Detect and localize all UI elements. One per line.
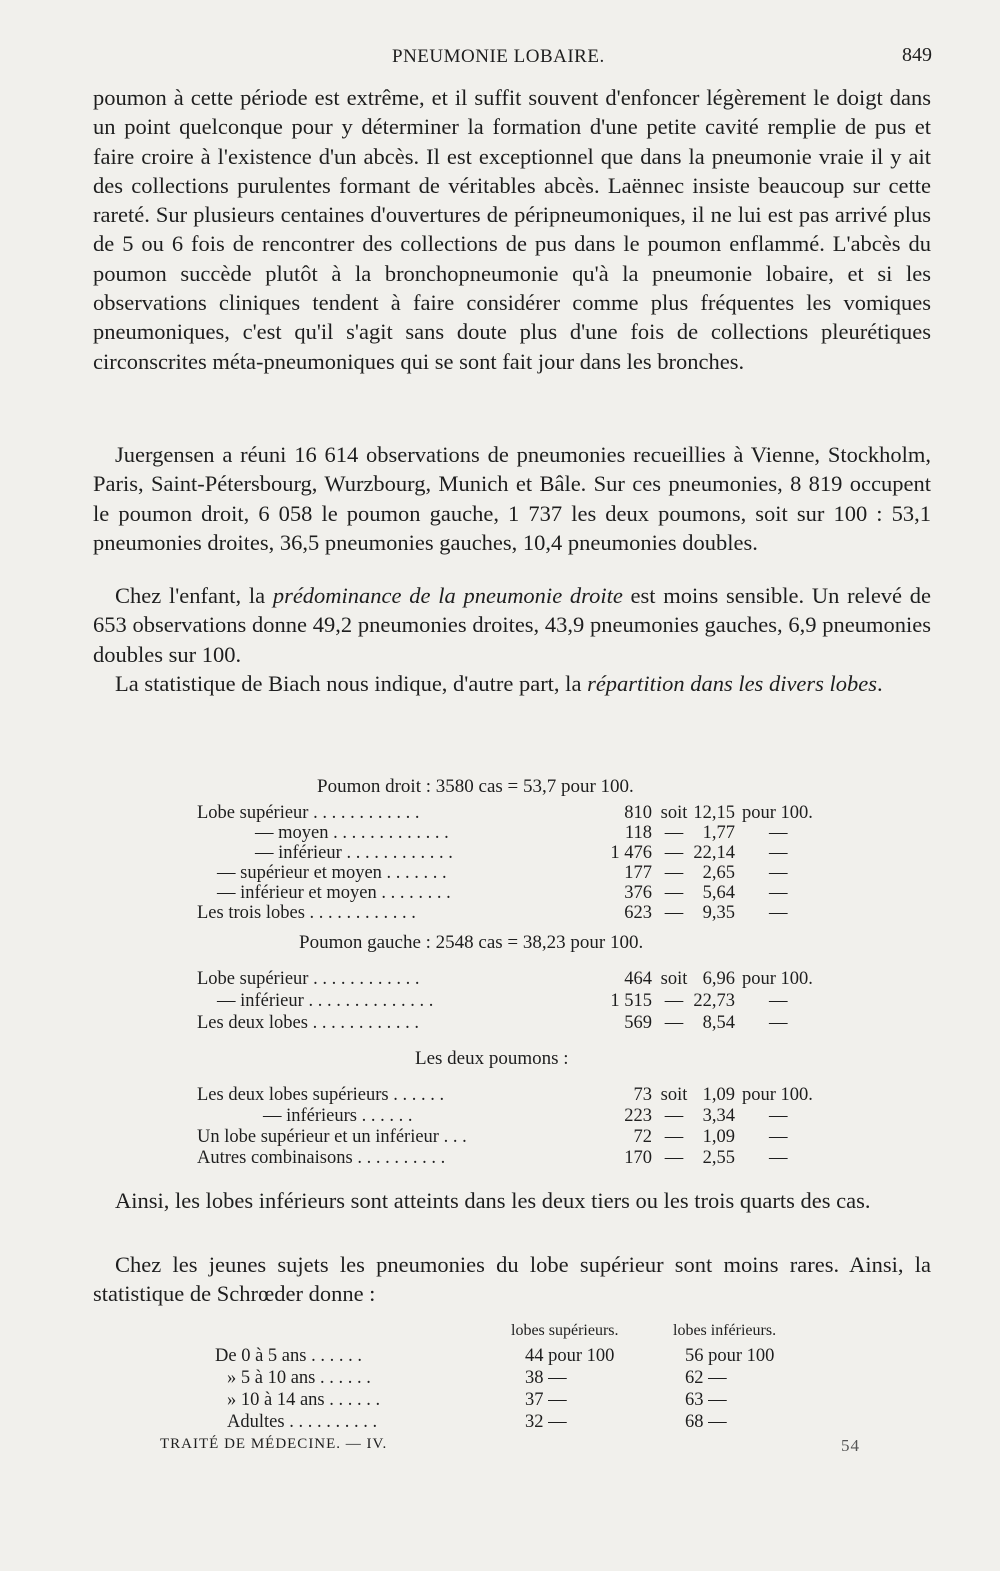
row-count: 72 [633, 1127, 652, 1147]
row-label: Un lobe supérieur et un inférieur . . . [197, 1127, 467, 1147]
table-row [197, 1084, 837, 1106]
row-percent: 1,09 [702, 1085, 735, 1105]
table-schroeder [215, 1322, 815, 1432]
row-label: Les deux lobes supérieurs . . . . . . [197, 1085, 445, 1105]
row-count: 569 [624, 1013, 652, 1033]
row-percent: 3,34 [702, 1106, 735, 1126]
row-suffix: — [769, 823, 788, 843]
row-percent: 6,96 [702, 969, 735, 989]
table-row [197, 862, 837, 884]
paragraph-text: Ainsi, les lobes inférieurs sont atteints dans les deux tiers ou les trois quarts des cas. [115, 1188, 871, 1213]
paragraph-schroeder [93, 1250, 931, 1309]
text-run: . [877, 671, 883, 696]
table-title: Poumon droit : 3580 cas = 53,7 pour 100. [317, 776, 634, 797]
table-row [197, 990, 837, 1012]
row-connector: — [664, 1013, 684, 1033]
row-percent: 9,35 [702, 903, 735, 923]
row-percent: 12,15 [693, 803, 735, 823]
paragraph-abces [93, 83, 931, 376]
row-count: 118 [624, 823, 652, 843]
table-deux-poumons [197, 1048, 837, 1172]
row-label: — inférieurs . . . . . . [263, 1106, 413, 1126]
row-suffix: — [769, 883, 788, 903]
row-suffix: — [769, 863, 788, 883]
row-label: — inférieur et moyen . . . . . . . . [217, 883, 451, 903]
row-label: Autres combinaisons . . . . . . . . . . [197, 1148, 446, 1168]
table-row [215, 1412, 815, 1434]
table-row [197, 902, 837, 924]
table-row [197, 968, 837, 990]
row-label: Les trois lobes . . . . . . . . . . . . [197, 903, 416, 923]
row-suffix: — [769, 843, 788, 863]
emphasis-text: répartition dans les divers lobes [587, 671, 878, 696]
footer-title: TRAITÉ DE MÉDECINE. — IV. [160, 1436, 388, 1452]
row-superieurs: 32 — [525, 1412, 567, 1432]
page-footer [160, 1436, 860, 1460]
table-row [197, 882, 837, 904]
row-connector: — [664, 903, 684, 923]
row-suffix: — [769, 903, 788, 923]
row-connector: — [664, 883, 684, 903]
row-connector: soit [660, 969, 688, 989]
paragraph-text: Juergensen a réuni 16 614 observations de pneumonies recueillies à Vienne, Stockholm, Paris, Saint-Pétersbourg, Wurzbourg, Munich et Bâle. Sur ces pneumonies, 8 819 occupent le poumon droit, 6 058 le poumon gauche, 1 737 les deux poumons, soit sur 100 : 53,1 pneumonies droites, 36,5 pneumonies gauches, 10,4 pneumonies doubles. [93, 442, 931, 555]
row-count: 1 515 [610, 991, 652, 1011]
table-row [215, 1390, 815, 1412]
row-suffix: — [769, 1013, 788, 1033]
row-percent: 8,54 [702, 1013, 735, 1033]
row-count: 1 476 [610, 843, 652, 863]
row-suffix: — [769, 1106, 788, 1126]
row-percent: 2,55 [702, 1148, 735, 1168]
row-percent: 2,65 [702, 863, 735, 883]
table-row [197, 842, 837, 864]
row-label: Adultes . . . . . . . . . . [227, 1412, 378, 1432]
table-row [215, 1368, 815, 1390]
row-percent: 1,77 [702, 823, 735, 843]
text-run: La statistique de Biach nous indique, d'autre part, la [115, 671, 588, 696]
row-connector: — [664, 1148, 684, 1168]
row-label: — supérieur et moyen . . . . . . . [217, 863, 447, 883]
row-superieurs: 37 — [525, 1390, 567, 1410]
running-title: PNEUMONIE LOBAIRE. [392, 46, 605, 67]
row-label: » 10 à 14 ans . . . . . . [227, 1390, 381, 1410]
row-suffix: pour 100. [742, 803, 813, 823]
row-inferieurs: 62 — [685, 1368, 727, 1388]
row-inferieurs: 68 — [685, 1412, 727, 1432]
row-suffix: pour 100. [742, 969, 813, 989]
table-poumon-gauche [197, 932, 837, 1034]
row-label: Les deux lobes . . . . . . . . . . . . [197, 1013, 419, 1033]
row-label: » 5 à 10 ans . . . . . . [227, 1368, 371, 1388]
row-connector: soit [660, 803, 688, 823]
table-row [197, 1147, 837, 1169]
row-count: 73 [633, 1085, 652, 1105]
row-count: 170 [624, 1148, 652, 1168]
table-row [215, 1346, 815, 1368]
paragraph-juergensen [93, 440, 931, 557]
column-header-superieurs: lobes supérieurs. [511, 1322, 619, 1339]
row-label: — inférieur . . . . . . . . . . . . . . [217, 991, 434, 1011]
row-connector: — [664, 1106, 684, 1126]
table-row [197, 1126, 837, 1148]
table-row [197, 822, 837, 844]
row-count: 810 [624, 803, 652, 823]
row-suffix: — [769, 1127, 788, 1147]
table-title: Les deux poumons : [415, 1048, 569, 1069]
row-label: De 0 à 5 ans . . . . . . [215, 1346, 362, 1366]
paragraph-text: Chez les jeunes sujets les pneumonies du lobe supérieur sont moins rares. Ainsi, la statistique de Schrœder donne : [93, 1252, 931, 1307]
row-label: — inférieur . . . . . . . . . . . . [255, 843, 453, 863]
text-run: est moins sensible. Un relevé de 653 observations donne 49,2 pneumonies droites, 43,9 pneumonies gauches, 6,9 pneumonies doubles sur 100. [93, 583, 932, 667]
page-header [92, 46, 932, 76]
paragraph-conclusion [93, 1186, 931, 1215]
row-label: Lobe supérieur . . . . . . . . . . . . [197, 969, 420, 989]
row-connector: — [664, 843, 684, 863]
signature-mark: 54 [841, 1436, 860, 1455]
page-number: 849 [902, 44, 932, 66]
table-poumon-droit [197, 776, 837, 923]
row-connector: soit [660, 1085, 688, 1105]
row-percent: 22,73 [693, 991, 735, 1011]
column-header-inferieurs: lobes inférieurs. [673, 1322, 777, 1339]
row-superieurs: 44 pour 100 [525, 1346, 615, 1366]
paragraph-biach [93, 669, 931, 698]
table-row [197, 1012, 837, 1034]
row-superieurs: 38 — [525, 1368, 567, 1388]
row-connector: — [664, 1127, 684, 1147]
paragraph-text: poumon à cette période est extrême, et il suffit souvent d'enfoncer légèrement le doigt dans un point quelconque pour y déterminer la formation d'une petite cavité remplie de pus et faire croire à l'existence d'un abcès. Il est exceptionnel que dans la pneumonie vraie il y ait des collections purulentes formant de véritables abcès. Laënnec insiste beaucoup sur cette rareté. Sur plusieurs centaines d'ouvertures de péripneumoniques, il ne lui est pas arrivé plus de 5 ou 6 fois de rencontrer des collections de pus dans le poumon enflammé. L'abcès du poumon succède plutôt à la bronchopneumonie qu'à la pneumonie lobaire, et si les observations cliniques tendent à faire considérer comme plus fréquentes les vomiques pneumoniques, c'est qu'il s'agit sans doute plus d'une fois de collections pleurétiques circonscrites méta-pneumoniques qui se sont fait jour dans les bronches. [93, 85, 931, 374]
text-run: Chez l'enfant, la [115, 583, 273, 608]
row-count: 623 [624, 903, 652, 923]
row-suffix: pour 100. [742, 1085, 813, 1105]
row-suffix: — [769, 1148, 788, 1168]
table-row [197, 802, 837, 824]
row-suffix: — [769, 991, 788, 1011]
row-connector: — [664, 863, 684, 883]
row-count: 177 [624, 863, 652, 883]
emphasis-text: prédominance de la pneumonie droite [272, 583, 623, 608]
row-inferieurs: 63 — [685, 1390, 727, 1410]
row-count: 376 [624, 883, 652, 903]
row-count: 223 [624, 1106, 652, 1126]
row-percent: 5,64 [702, 883, 735, 903]
row-percent: 1,09 [702, 1127, 735, 1147]
row-inferieurs: 56 pour 100 [685, 1346, 775, 1366]
table-row [197, 1105, 837, 1127]
row-label: — moyen . . . . . . . . . . . . . [255, 823, 449, 843]
row-percent: 22,14 [693, 843, 735, 863]
row-count: 464 [624, 969, 652, 989]
table-title: Poumon gauche : 2548 cas = 38,23 pour 100. [299, 932, 644, 953]
row-label: Lobe supérieur . . . . . . . . . . . . [197, 803, 420, 823]
row-connector: — [664, 991, 684, 1011]
row-connector: — [664, 823, 684, 843]
paragraph-enfant [93, 581, 931, 669]
